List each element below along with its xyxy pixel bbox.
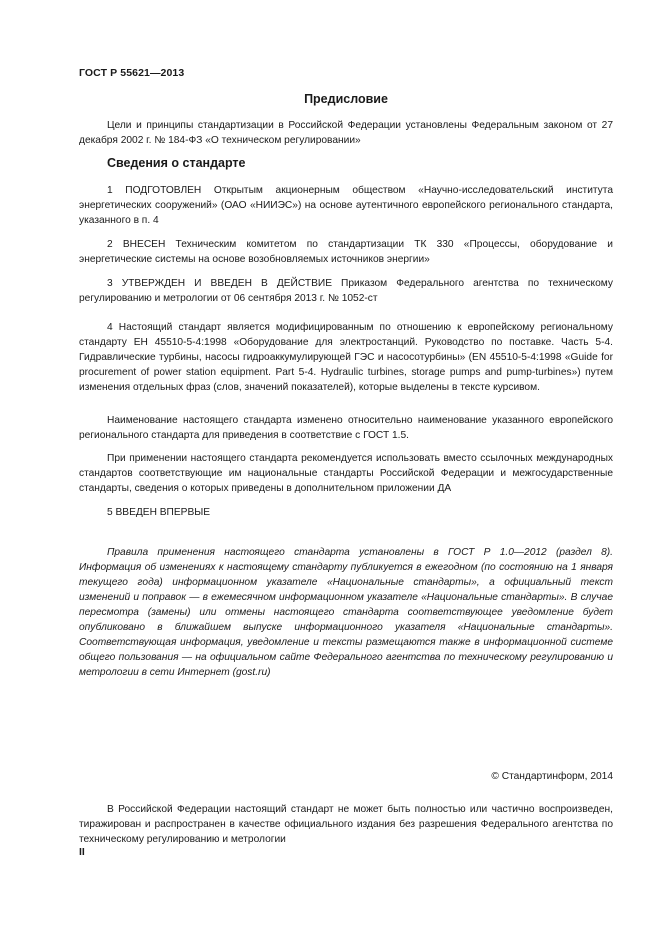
info-item-4-name-change: Наименование настоящего стандарта изменено относительно наименование указанного европейского регионального стандарта для приведения в соответствие с ГОСТ 1.5. [79, 415, 613, 441]
preface-title: Предисловие [304, 92, 388, 106]
info-item-2: 2 ВНЕСЕН Техническим комитетом по стандартизации ТК 330 «Процессы, оборудование и энергетические системы на основе возобновляемых источников энергии» [79, 239, 613, 265]
info-item-4: 4 Настоящий стандарт является модифицированным по отношению к европейскому региональному стандарту ЕН 45510-5-4:1998 «Оборудование для электростанций. Руководство по поставке. Часть 5-4. Гидравлические турбины, насосы гидроаккумулирующей ГЭС и насосотурбины» (EN 45510-5-4:1998 «Guide for procurement of power station equipment. Part 5-4. Hydraulic turbines, storage pumps and pump-turbines») путем изменения отдельных фраз (слов, значений показателей), которые выделены в тексте курсивом. [79, 322, 613, 393]
reproduction-notice: В Российской Федерации настоящий стандарт не может быть полностью или частично воспроизведен, тиражирован и распространен в качестве официального издания без разрешения Федерального агентства по техническому регулированию и метрологии [79, 804, 613, 845]
info-item-5: 5 ВВЕДЕН ВПЕРВЫЕ [107, 507, 211, 518]
info-item-3: 3 УТВЕРЖДЕН И ВВЕДЕН В ДЕЙСТВИЕ Приказом Федерального агентства по техническому регулированию и метрологии от 06 сентября 2013 г. № 1052-ст [79, 278, 613, 304]
standard-code-header: ГОСТ Р 55621—2013 [79, 67, 185, 79]
info-item-4-references: При применении настоящего стандарта рекомендуется использовать вместо ссылочных международных стандартов соответствующие им национальные стандарты Российской Федерации и межгосударственные стандарты, сведения о которых приведены в дополнительном приложении ДА [79, 453, 613, 494]
standard-info-title: Сведения о стандарте [107, 156, 246, 170]
page-number: II [79, 846, 85, 858]
preface-intro: Цели и принципы стандартизации в Российской Федерации установлены Федеральным законом от 27 декабря 2002 г. № 184-ФЗ «О техническом регулировании» [79, 120, 613, 146]
copyright-line: © Стандартинформ, 2014 [491, 771, 613, 782]
info-item-1: 1 ПОДГОТОВЛЕН Открытым акционерным обществом «Научно-исследовательский института энергетических сооружений» (ОАО «НИИЭС») на основе аутентичного европейского регионального стандарта, указанного в п. 4 [79, 185, 613, 226]
rules-notice: Правила применения настоящего стандарта установлены в ГОСТ Р 1.0—2012 (раздел 8). Информация об изменениях к настоящему стандарту публикуется в ежегодном (по состоянию на 1 января текущего года) информационном указателе «Национальные стандарты», а официальный текст изменений и поправок — в ежемесячном информационном указателе «Национальные стандарты». В случае пересмотра (замены) или отмены настоящего стандарта соответствующее уведомление будет опубликовано в ближайшем выпуске информационного указателя «Национальные стандарты». Соответствующая информация, уведомление и тексты размещаются также в информационной системе общего пользования — на официальном сайте Федерального агентства по техническому регулированию и метрологии в сети Интернет (gost.ru) [79, 547, 613, 678]
